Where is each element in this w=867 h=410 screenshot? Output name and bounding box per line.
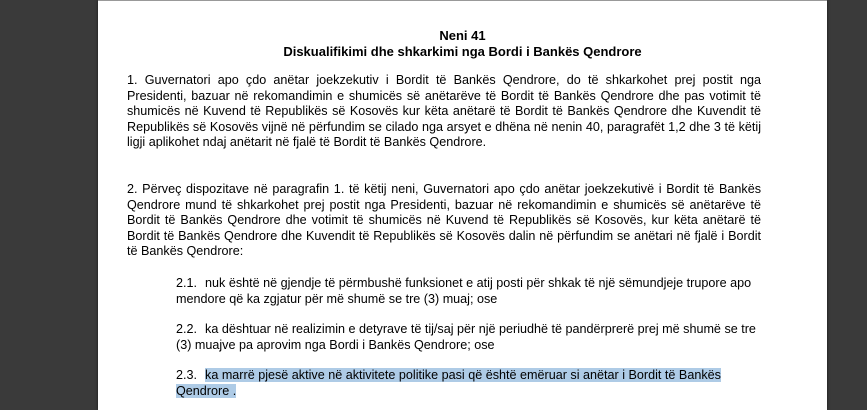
page-edge: [98, 0, 827, 1]
sub-item-2-2: [176, 322, 761, 353]
document-page: [98, 0, 827, 410]
article-number: Neni 41: [439, 28, 486, 43]
sub-item-text: ka dështuar në realizimin e detyrave të tij/saj për një periudhë të pandërprerë prej më shumë se tre (3) muajve pa aprovim nga Bordi i Bankës Qendrore; ose: [176, 322, 756, 352]
sub-item-text: nuk është në gjendje të përmbushë funksionet e atij posti për shkak të një sëmundjeje trupore apo mendore që ka zgjatur për më shumë se tre (3) muaj; ose: [176, 276, 752, 306]
sub-item-number: 2.1.: [176, 276, 198, 290]
paragraph-2: 2. Përveç dispozitave në paragrafin 1. të këtij neni, Guvernatori apo çdo anëtar joekzekutivë i Bordit të Bankës Qendrore mund të shkarkohet prej postit nga Presidenti, bazuar në rekomandimin e shumicës së anëtarëve të Bordit të Bankës Qendrore dhe votimit të shumicës në Kuvend të Republikës së Kosovës, kur këta anëtarë të Bordit të Bankës Qendrore dhe Kuvendit të Republikës së Kosovës dalin në përfundim se anëtari në fjalë i Bordit të Bankës Qendrore:: [127, 182, 761, 258]
sub-item-number: 2.3.: [176, 368, 198, 382]
paragraph-1: 1. Guvernatori apo çdo anëtar joekzekutiv i Bordit të Bankës Qendrore, do të shkarkohet prej postit nga Presidenti, bazuar në rekomandimin e shumicës së anëtarëve të Bordit të Bankës Qendrore dhe pas votimit të shumicës në Kuvend të Republikës së Kosovës kur këta anëtarë të Bordit të Bankës Qendrore dhe Kuvendit të Republikës së Kosovës vijnë në përfundim se cilado nga arsyet e dhëna në nenin 40, paragrafët 1,2 dhe 3 të këtij ligji aplikohet ndaj anëtarit në fjalë të Bordit të Bankës Qendrore.: [127, 73, 761, 149]
sub-item-2-1: [176, 276, 761, 307]
sub-item-number: 2.2.: [176, 322, 198, 336]
selected-text-highlight[interactable]: ka marrë pjesë aktive në aktivitete politike pasi që është emëruar si anëtar i Bordit të Bankës Qendrore .: [176, 368, 721, 398]
sub-item-2-3: [176, 368, 761, 399]
article-title: Diskualifikimi dhe shkarkimi nga Bordi i Bankës Qendrore: [283, 44, 642, 59]
